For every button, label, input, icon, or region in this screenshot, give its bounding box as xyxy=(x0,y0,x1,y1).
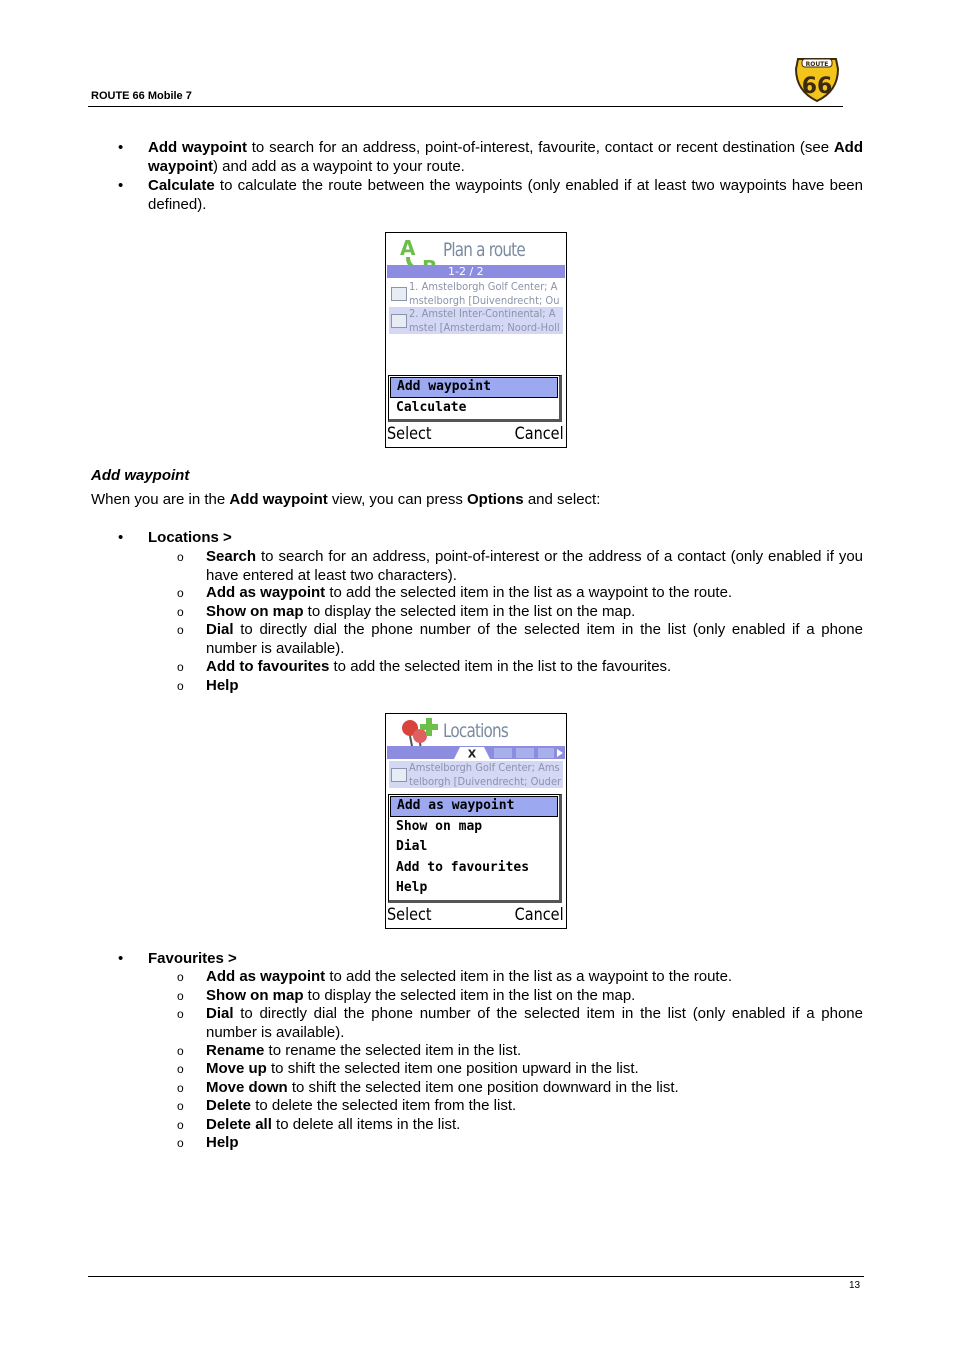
section-heading: Add waypoint xyxy=(91,467,190,484)
menu-item-add-to-favourites[interactable]: Add to favourites xyxy=(396,859,530,875)
menu-item-help[interactable]: Help xyxy=(396,880,428,896)
options-menu xyxy=(388,794,562,903)
bullet-calculate: Calculate to calculate the route between the waypoints (only enabled if at least two waypoints have been defined). xyxy=(148,177,863,213)
list-item[interactable]: 1. Amstelborgh Golf Center; A mstelborgh [Duivendrecht; Ou xyxy=(389,280,563,307)
svg-text:A: A xyxy=(400,236,416,260)
softkey-cancel[interactable]: Cancel xyxy=(515,424,564,444)
page-number: 13 xyxy=(849,1280,861,1291)
sub-bullet-glyph: o xyxy=(177,623,184,637)
sub-bullet-glyph: o xyxy=(177,1044,184,1058)
sub-bullet-glyph: o xyxy=(177,1062,184,1076)
locations-item-add-to-favourites: Add to favourites to add the selected item in the list to the favourites. xyxy=(206,658,672,675)
sub-bullet-glyph: o xyxy=(177,679,184,693)
locations-screenshot xyxy=(385,713,567,929)
favourites-item-show-on-map: Show on map to display the selected item in the list on the map. xyxy=(206,987,636,1004)
section-intro: When you are in the Add waypoint view, you can press Options and select: xyxy=(91,491,601,508)
category-tabs xyxy=(454,747,564,759)
plan-route-screenshot xyxy=(385,232,567,448)
locations-item-search: Search to search for an address, point-of-interest or the address of a contact (only enabled if you have entered at least two characters). xyxy=(206,548,863,584)
favourites-item-help: Help xyxy=(206,1134,239,1151)
bullet-glyph: • xyxy=(118,529,124,546)
sub-bullet-glyph: o xyxy=(177,550,184,564)
locations-label: Locations > xyxy=(148,529,232,546)
list-counter: 1-2 / 2 xyxy=(448,265,484,278)
locations-item-add-as-waypoint: Add as waypoint to add the selected item in the list as a waypoint to the route. xyxy=(206,584,733,601)
screen-title: Locations xyxy=(443,720,509,742)
locations-list xyxy=(389,761,563,788)
softkey-cancel[interactable]: Cancel xyxy=(515,905,564,925)
header-rule xyxy=(88,106,843,107)
softkey-select[interactable]: Select xyxy=(387,424,432,444)
svg-text:X: X xyxy=(467,747,477,759)
bullet-glyph: • xyxy=(118,177,124,194)
sub-bullet-glyph: o xyxy=(177,970,184,984)
favourites-item-add-as-waypoint: Add as waypoint to add the selected item in the list as a waypoint to the route. xyxy=(206,968,733,985)
sub-bullet-glyph: o xyxy=(177,605,184,619)
bullet-glyph: • xyxy=(118,950,124,967)
header-title: ROUTE 66 Mobile 7 xyxy=(91,90,192,102)
sub-bullet-glyph: o xyxy=(177,660,184,674)
menu-item-dial[interactable]: Dial xyxy=(396,839,428,855)
poi-icon xyxy=(391,768,407,782)
list-item[interactable]: Amstelborgh Golf Center; Ams telborgh [Duivendrecht; Ouder xyxy=(389,761,563,788)
favourites-item-dial: Dial to directly dial the phone number of the selected item in the list (only enabled if a phone number is available). xyxy=(206,1005,863,1041)
favourites-label: Favourites > xyxy=(148,950,237,967)
menu-item-add-waypoint[interactable]: Add waypoint xyxy=(390,377,558,398)
poi-icon xyxy=(391,287,407,301)
sub-bullet-glyph: o xyxy=(177,1007,184,1021)
options-menu xyxy=(388,375,562,422)
bullet-glyph: • xyxy=(118,139,124,156)
waypoint-list xyxy=(389,280,563,334)
sub-bullet-glyph: o xyxy=(177,586,184,600)
footer-rule xyxy=(88,1276,864,1277)
sub-bullet-glyph: o xyxy=(177,1099,184,1113)
locations-item-show-on-map: Show on map to display the selected item in the list on the map. xyxy=(206,603,636,620)
sub-bullet-glyph: o xyxy=(177,1118,184,1132)
favourites-item-move-up: Move up to shift the selected item one position upward in the list. xyxy=(206,1060,639,1077)
favourites-item-delete: Delete to delete the selected item from the list. xyxy=(206,1097,517,1114)
screen-title: Plan a route xyxy=(443,239,525,261)
poi-icon xyxy=(391,314,407,328)
menu-item-show-on-map[interactable]: Show on map xyxy=(396,818,483,834)
sub-bullet-glyph: o xyxy=(177,1136,184,1150)
menu-item-add-as-waypoint[interactable]: Add as waypoint xyxy=(390,796,558,817)
favourites-item-move-down: Move down to shift the selected item one position downward in the list. xyxy=(206,1079,679,1096)
softkey-select[interactable]: Select xyxy=(387,905,432,925)
favourites-item-delete-all: Delete all to delete all items in the list. xyxy=(206,1116,461,1133)
favourites-item-rename: Rename to rename the selected item in the list. xyxy=(206,1042,522,1059)
svg-text:ROUTE: ROUTE xyxy=(805,61,829,68)
svg-text:66: 66 xyxy=(801,74,833,99)
sub-bullet-glyph: o xyxy=(177,989,184,1003)
menu-item-calculate[interactable]: Calculate xyxy=(396,399,467,415)
locations-item-help: Help xyxy=(206,677,239,694)
locations-item-dial: Dial to directly dial the phone number of the selected item in the list (only enabled if a phone number is available). xyxy=(206,621,863,657)
list-item[interactable]: 2. Amstel Inter-Continental; A mstel [Amsterdam; Noord-Holl xyxy=(389,307,563,334)
route66-logo-icon xyxy=(794,55,840,103)
bullet-add-waypoint: Add waypoint to search for an address, point-of-interest, favourite, contact or recent destination (see Add waypoint) and add as a waypoint to your route. xyxy=(148,139,864,175)
sub-bullet-glyph: o xyxy=(177,1081,184,1095)
